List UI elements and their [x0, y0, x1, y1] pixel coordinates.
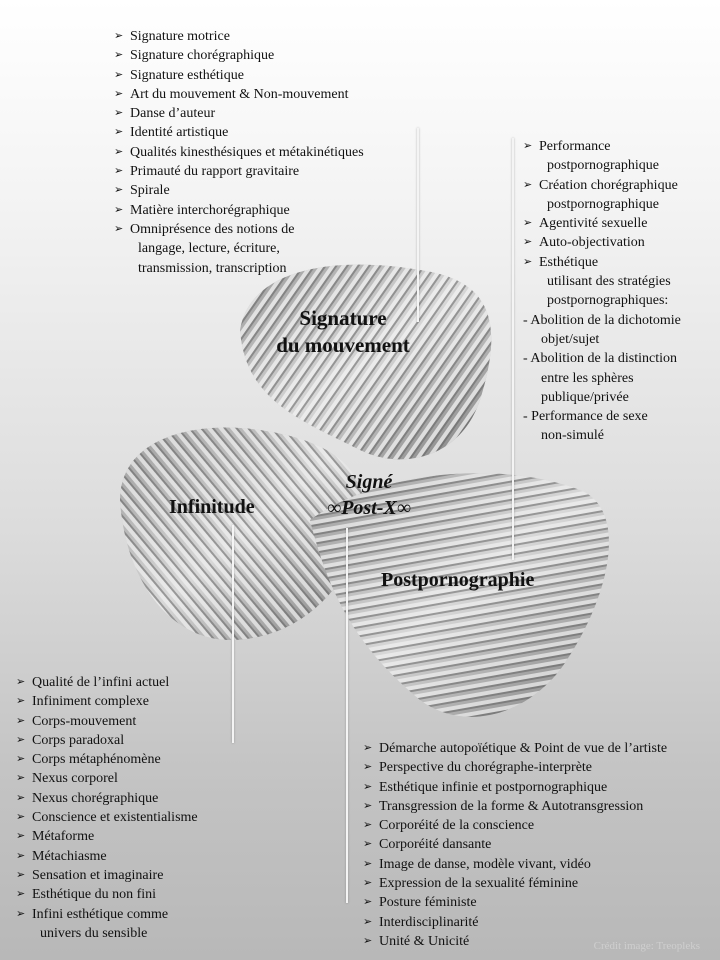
- list-item: ➢ Perspective du chorégraphe-interprète: [363, 758, 667, 777]
- list-item: ➢ Démarche autopoïétique & Point de vue de l’artiste: [363, 739, 667, 758]
- list-item: ➢ Transgression de la forme & Autotransgression: [363, 797, 667, 816]
- connector-postporno: [512, 138, 514, 560]
- connector-infinitude: [232, 525, 234, 743]
- list-item: ➢ Expression de la sexualité féminine: [363, 874, 667, 893]
- list-item: ➢ Nexus corporel: [16, 769, 198, 788]
- list-item: ➢ Art du mouvement & Non-mouvement: [114, 85, 364, 104]
- lobe-top: [240, 265, 491, 460]
- postporno-list: [523, 137, 681, 446]
- list-item: ➢ Spirale: [114, 181, 364, 200]
- list-item: - Abolition de la dichotomie objet/sujet: [523, 312, 681, 347]
- list-item: - Performance de sexe non-simulé: [523, 409, 648, 444]
- list-item: ➢ Corps paradoxal: [16, 731, 198, 750]
- infinitude-list: [16, 673, 198, 943]
- postporno-label: Postpornographie: [381, 569, 535, 591]
- list-item: ➢ Infini esthétique comme univers du sensible: [16, 905, 198, 944]
- list-item: ➢ Métachiasme: [16, 847, 198, 866]
- list-item: ➢ Omniprésence des notions de langage, lecture, écriture, transmission, transcription: [114, 220, 364, 278]
- list-item: ➢ Métaforme: [16, 827, 198, 846]
- center-title: Signé ∞Post-X∞: [326, 471, 412, 519]
- list-item: ➢ Identité artistique: [114, 123, 364, 142]
- list-item: - Abolition de la distinction entre les sphères publique/privée: [523, 351, 677, 405]
- list-item: ➢ Esthétique infinie et postpornographique: [363, 778, 667, 797]
- list-item: ➢ Danse d’auteur: [114, 104, 364, 123]
- list-item: ➢ Interdisciplinarité: [363, 913, 667, 932]
- list-item: ➢ Performance postpornographique: [523, 137, 681, 176]
- list-item: ➢ Auto-objectivation: [523, 233, 681, 252]
- list-item: ➢ Corporéité de la conscience: [363, 816, 667, 835]
- list-item: ➢ Signature chorégraphique: [114, 46, 364, 65]
- list-item: ➢ Unité & Unicité: [363, 932, 667, 951]
- infinitude-label: Infinitude: [169, 496, 255, 518]
- list-item: ➢ Signature motrice: [114, 27, 364, 46]
- list-item: ➢ Corporéité dansante: [363, 835, 667, 854]
- list-item: ➢ Corps métaphénomène: [16, 750, 198, 769]
- list-item: ➢ Esthétique utilisant des stratégies postpornographiques:: [523, 253, 681, 311]
- list-item: ➢ Corps-mouvement: [16, 712, 198, 731]
- list-item: ➢ Création chorégraphique postpornographique: [523, 176, 681, 215]
- list-item: ➢ Posture féministe: [363, 893, 667, 912]
- connector-signature: [417, 128, 419, 322]
- list-item: ➢ Sensation et imaginaire: [16, 866, 198, 885]
- list-item: ➢ Agentivité sexuelle: [523, 214, 681, 233]
- signature-list: [114, 27, 364, 278]
- list-item: ➢ Matière interchorégraphique: [114, 201, 364, 220]
- list-item: ➢ Image de danse, modèle vivant, vidéo: [363, 855, 667, 874]
- list-item: ➢ Qualités kinesthésiques et métakinétiques: [114, 143, 364, 162]
- list-item: ➢ Primauté du rapport gravitaire: [114, 162, 364, 181]
- signe-list: [363, 739, 667, 951]
- list-item: ➢ Infiniment complexe: [16, 692, 198, 711]
- list-item: ➢ Esthétique du non fini: [16, 885, 198, 904]
- list-item: ➢ Qualité de l’infini actuel: [16, 673, 198, 692]
- connector-signe: [346, 528, 348, 903]
- list-item: ➢ Conscience et existentialisme: [16, 808, 198, 827]
- list-item: ➢ Nexus chorégraphique: [16, 789, 198, 808]
- list-item: ➢ Signature esthétique: [114, 66, 364, 85]
- signature-label: Signature du mouvement: [276, 306, 410, 357]
- image-credit: Crédit image: Treopleks: [593, 940, 700, 952]
